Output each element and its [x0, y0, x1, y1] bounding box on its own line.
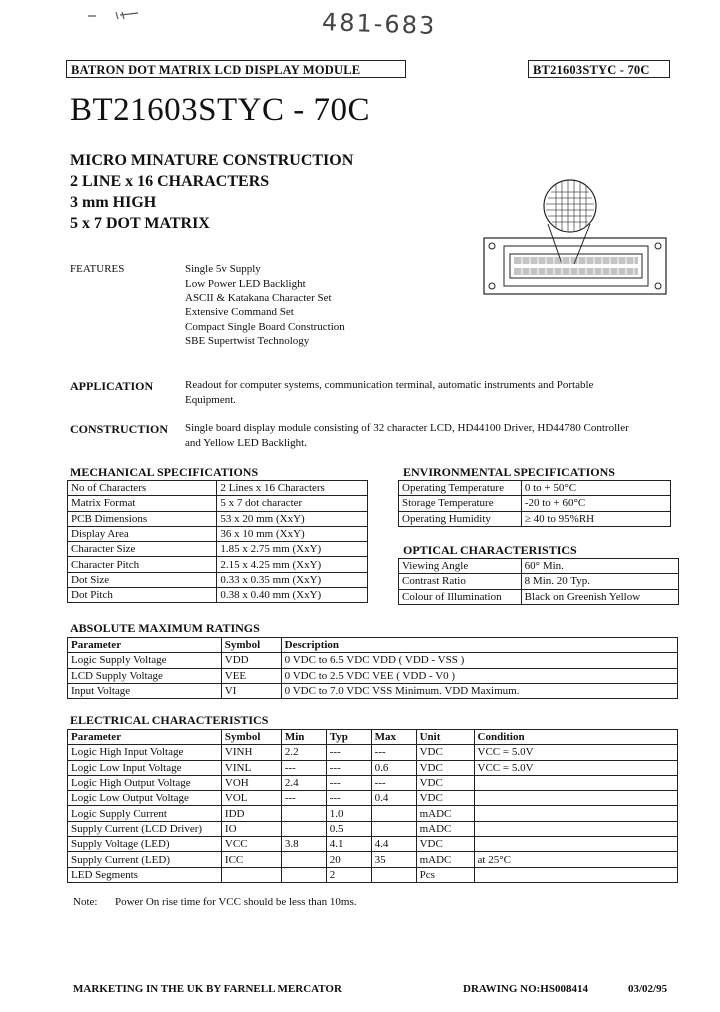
cell: 1.0 — [326, 806, 371, 821]
cell: VDC — [416, 837, 474, 852]
cell — [281, 806, 326, 821]
cell: --- — [326, 745, 371, 760]
cell: Logic Supply Current — [68, 806, 222, 821]
cell: VDC — [416, 775, 474, 790]
feature-item: ASCII & Katakana Character Set — [185, 292, 332, 304]
spec-value: 0.33 x 0.35 mm (XxY) — [217, 572, 368, 587]
construction-text-cont: and Yellow LED Backlight. — [185, 437, 307, 449]
footer-drawing-number: DRAWING NO:HS008414 — [463, 983, 588, 995]
cell: LCD Supply Voltage — [68, 668, 222, 683]
column-header: Max — [371, 730, 416, 745]
spec-value: Black on Greenish Yellow — [521, 589, 678, 604]
cell: 4.4 — [371, 837, 416, 852]
application-label: APPLICATION — [70, 379, 154, 393]
table-row — [399, 496, 671, 511]
feature-item: Single 5v Supply — [185, 263, 261, 275]
cell: VEE — [221, 668, 281, 683]
cell: mADC — [416, 821, 474, 836]
cell: --- — [281, 791, 326, 806]
table-row — [68, 683, 678, 698]
spec-value: 8 Min. 20 Typ. — [521, 574, 678, 589]
cell: 0 VDC to 2.5 VDC VEE ( VDD - V0 ) — [281, 668, 677, 683]
table-row — [68, 775, 678, 790]
cell: Supply Current (LED) — [68, 852, 222, 867]
column-header: Symbol — [221, 638, 281, 653]
column-header: Symbol — [221, 730, 281, 745]
feature-item: SBE Supertwist Technology — [185, 335, 310, 347]
cell: Logic High Output Voltage — [68, 775, 222, 790]
feature-item: Extensive Command Set — [185, 306, 294, 318]
spec-param: Operating Humidity — [399, 511, 522, 526]
table-row — [399, 481, 671, 496]
table-row — [68, 557, 368, 572]
page-title: BT21603STYC - 70C — [70, 92, 371, 128]
table-row — [399, 559, 679, 574]
cell: Logic Supply Voltage — [68, 653, 222, 668]
table-row — [68, 481, 368, 496]
table-row — [68, 653, 678, 668]
cell: ICC — [221, 852, 281, 867]
cell: Logic Low Input Voltage — [68, 760, 222, 775]
cell: LED Segments — [68, 867, 222, 882]
table-row — [68, 791, 678, 806]
table-row — [68, 806, 678, 821]
cell: VINL — [221, 760, 281, 775]
cell: Logic Low Output Voltage — [68, 791, 222, 806]
optical-title: OPTICAL CHARACTERISTICS — [403, 543, 577, 557]
environmental-title: ENVIRONMENTAL SPECIFICATIONS — [403, 465, 615, 479]
column-header: Description — [281, 638, 677, 653]
cell: 2 — [326, 867, 371, 882]
spec-value: ≥ 40 to 95%RH — [521, 511, 670, 526]
footer-date: 03/02/95 — [628, 983, 668, 995]
cell — [371, 821, 416, 836]
features-label: FEATURES — [70, 263, 125, 275]
feature-item: Low Power LED Backlight — [185, 278, 306, 290]
absolute-title: ABSOLUTE MAXIMUM RATINGS — [70, 621, 260, 635]
spec-param: PCB Dimensions — [68, 511, 217, 526]
cell: VDC — [416, 760, 474, 775]
table-header-row — [68, 638, 678, 653]
cell: VI — [221, 683, 281, 698]
table-row — [68, 511, 368, 526]
absolute-ratings-table — [67, 637, 678, 699]
spec-value: 2 Lines x 16 Characters — [217, 481, 368, 496]
column-header: Typ — [326, 730, 371, 745]
cell — [474, 775, 677, 790]
cell: 2.4 — [281, 775, 326, 790]
optical-table — [398, 558, 679, 605]
cell: 0.4 — [371, 791, 416, 806]
cell: IDD — [221, 806, 281, 821]
application-text-cont: Equipment. — [185, 394, 237, 406]
cell: --- — [371, 775, 416, 790]
cell: at 25°C — [474, 852, 677, 867]
cell: --- — [326, 775, 371, 790]
cell: 2.2 — [281, 745, 326, 760]
scribble-mark — [86, 8, 146, 20]
mechanical-title: MECHANICAL SPECIFICATIONS — [70, 465, 259, 479]
summary-line-4: 5 x 7 DOT MATRIX — [70, 215, 210, 232]
cell: IO — [221, 821, 281, 836]
construction-label: CONSTRUCTION — [70, 422, 169, 436]
spec-value: 60° Min. — [521, 559, 678, 574]
environmental-table — [398, 480, 671, 527]
cell: 35 — [371, 852, 416, 867]
table-row — [68, 496, 368, 511]
cell: 0 VDC to 6.5 VDC VDD ( VDD - VSS ) — [281, 653, 677, 668]
spec-param: Display Area — [68, 526, 217, 541]
note-text: Power On rise time for VCC should be less than 10ms. — [115, 896, 357, 908]
table-row — [399, 574, 679, 589]
column-header: Parameter — [68, 730, 222, 745]
cell: 20 — [326, 852, 371, 867]
cell: 4.1 — [326, 837, 371, 852]
construction-text: Single board display module consisting of 32 character LCD, HD44100 Driver, HD44780 Controller — [185, 422, 629, 434]
table-row — [68, 588, 368, 603]
electrical-title: ELECTRICAL CHARACTERISTICS — [70, 713, 269, 727]
table-header-row — [68, 730, 678, 745]
cell: 0.5 — [326, 821, 371, 836]
spec-param: Character Pitch — [68, 557, 217, 572]
cell: --- — [326, 791, 371, 806]
cell: mADC — [416, 806, 474, 821]
cell: VOL — [221, 791, 281, 806]
table-row — [68, 526, 368, 541]
cell: --- — [371, 745, 416, 760]
cell: 0.6 — [371, 760, 416, 775]
cell: mADC — [416, 852, 474, 867]
cell: VDC — [416, 791, 474, 806]
spec-param: Storage Temperature — [399, 496, 522, 511]
summary-line-1: MICRO MINATURE CONSTRUCTION — [70, 152, 354, 169]
table-row — [399, 589, 679, 604]
cell: --- — [281, 760, 326, 775]
application-text: Readout for computer systems, communication terminal, automatic instruments and Portable — [185, 379, 594, 391]
footer-marketing: MARKETING IN THE UK BY FARNELL MERCATOR — [73, 983, 342, 995]
cell: Input Voltage — [68, 683, 222, 698]
table-row — [68, 668, 678, 683]
feature-item: Compact Single Board Construction — [185, 321, 345, 333]
cell: VINH — [221, 745, 281, 760]
spec-value: -20 to + 60°C — [521, 496, 670, 511]
summary-line-2: 2 LINE x 16 CHARACTERS — [70, 173, 270, 190]
spec-value: 5 x 7 dot character — [217, 496, 368, 511]
note-label: Note: — [73, 896, 98, 908]
cell — [281, 821, 326, 836]
handwritten-ref-number: 481-683 — [321, 8, 437, 40]
cell — [221, 867, 281, 882]
table-row — [68, 760, 678, 775]
spec-param: Matrix Format — [68, 496, 217, 511]
spec-value: 2.15 x 4.25 mm (XxY) — [217, 557, 368, 572]
spec-param: Colour of Illumination — [399, 589, 522, 604]
cell: Logic High Input Voltage — [68, 745, 222, 760]
cell: VCC = 5.0V — [474, 745, 677, 760]
spec-param: Character Size — [68, 542, 217, 557]
table-row — [68, 821, 678, 836]
cell: Pcs — [416, 867, 474, 882]
cell — [474, 837, 677, 852]
table-row — [68, 572, 368, 587]
spec-param: Dot Pitch — [68, 588, 217, 603]
lcd-module-drawing — [478, 176, 674, 302]
spec-value: 1.85 x 2.75 mm (XxY) — [217, 542, 368, 557]
cell: VDD — [221, 653, 281, 668]
cell: VCC — [221, 837, 281, 852]
cell — [371, 867, 416, 882]
spec-value: 0.38 x 0.40 mm (XxY) — [217, 588, 368, 603]
column-header: Parameter — [68, 638, 222, 653]
spec-value: 36 x 10 mm (XxY) — [217, 526, 368, 541]
cell — [474, 867, 677, 882]
table-row — [68, 745, 678, 760]
cell: 3.8 — [281, 837, 326, 852]
cell: Supply Voltage (LED) — [68, 837, 222, 852]
cell — [281, 852, 326, 867]
cell: Supply Current (LCD Driver) — [68, 821, 222, 836]
summary-line-3: 3 mm HIGH — [70, 194, 157, 211]
cell: VCC = 5.0V — [474, 760, 677, 775]
table-row — [68, 852, 678, 867]
table-row — [68, 837, 678, 852]
table-row — [68, 867, 678, 882]
cell — [474, 791, 677, 806]
cell: VOH — [221, 775, 281, 790]
cell: --- — [326, 760, 371, 775]
cell — [474, 806, 677, 821]
spec-param: Viewing Angle — [399, 559, 522, 574]
mechanical-table — [67, 480, 368, 603]
header-module-name: BATRON DOT MATRIX LCD DISPLAY MODULE — [66, 60, 406, 78]
column-header: Min — [281, 730, 326, 745]
table-row — [68, 542, 368, 557]
cell: 0 VDC to 7.0 VDC VSS Minimum. VDD Maximum. — [281, 683, 677, 698]
cell — [371, 806, 416, 821]
cell — [474, 821, 677, 836]
spec-param: Contrast Ratio — [399, 574, 522, 589]
table-row — [399, 511, 671, 526]
cell: VDC — [416, 745, 474, 760]
column-header: Unit — [416, 730, 474, 745]
column-header: Condition — [474, 730, 677, 745]
spec-param: Operating Temperature — [399, 481, 522, 496]
spec-param: Dot Size — [68, 572, 217, 587]
header-part-number: BT21603STYC - 70C — [528, 60, 670, 78]
electrical-table — [67, 729, 678, 883]
spec-param: No of Characters — [68, 481, 217, 496]
cell — [281, 867, 326, 882]
spec-value: 53 x 20 mm (XxY) — [217, 511, 368, 526]
spec-value: 0 to + 50°C — [521, 481, 670, 496]
